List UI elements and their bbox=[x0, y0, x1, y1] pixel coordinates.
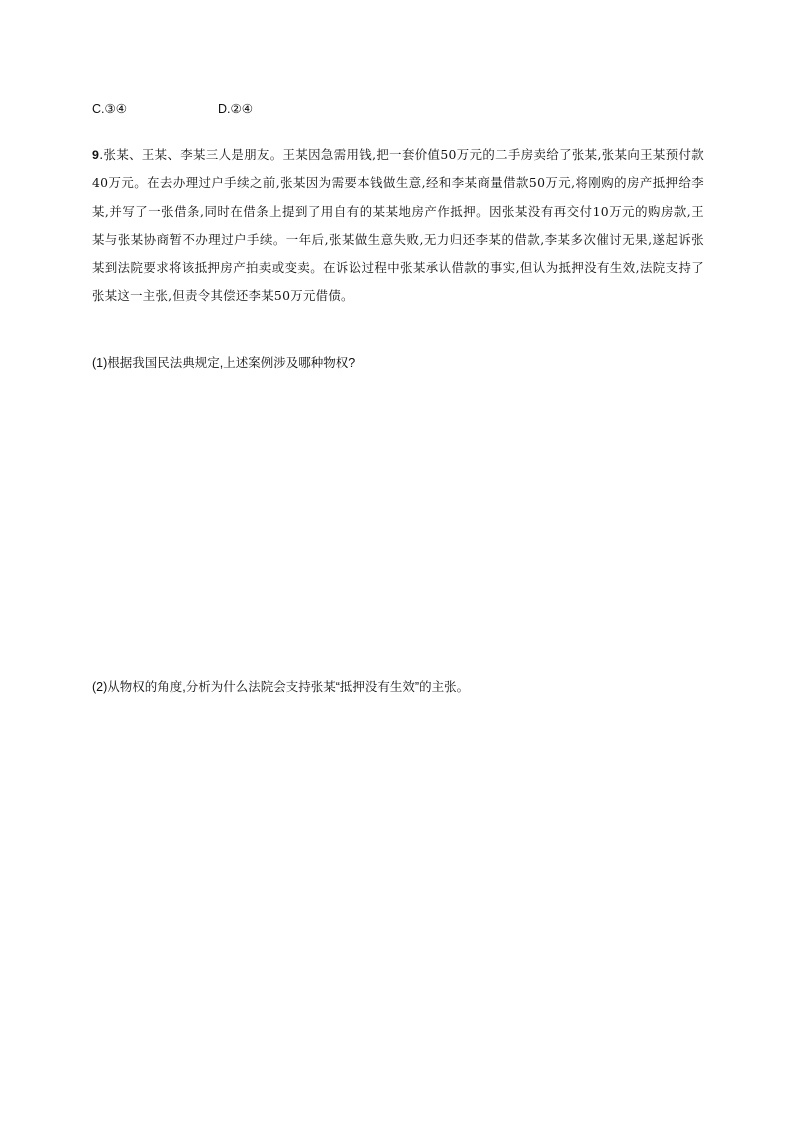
answer-options bbox=[92, 101, 492, 119]
sub-question-2: (2)从物权的角度,分析为什么法院会支持张某“抵押没有生效”的主张。 bbox=[92, 680, 470, 694]
option-c: C.③④ bbox=[92, 102, 127, 116]
question-number: 9 bbox=[92, 148, 100, 162]
option-d: D.②④ bbox=[218, 102, 253, 116]
question-9 bbox=[92, 141, 704, 311]
question-text: .张某、王某、李某三人是朋友。王某因急需用钱,把一套价值50万元的二手房卖给了张某,张某向王某预付款40万元。在去办理过户手续之前,张某因为需要本钱做生意,经和李某商量借款50万元,将刚购的房产抵押给李某,并写了一张借条,同时在借条上提到了用自有的某某地房产作抵押。因张某没有再交付10万元的购房款,王某与张某协商暂不办理过户手续。一年后,张某做生意失败,无力归还李某的借款,李某多次催讨无果,遂起诉张某到法院要求将该抵押房产拍卖或变卖。在诉讼过程中张某承认借款的事实,但认为抵押没有生效,法院支持了张某这一主张,但责令其偿还李某50万元借债。 bbox=[92, 147, 704, 304]
sub-question-1: (1)根据我国民法典规定,上述案例涉及哪种物权? bbox=[92, 356, 356, 370]
